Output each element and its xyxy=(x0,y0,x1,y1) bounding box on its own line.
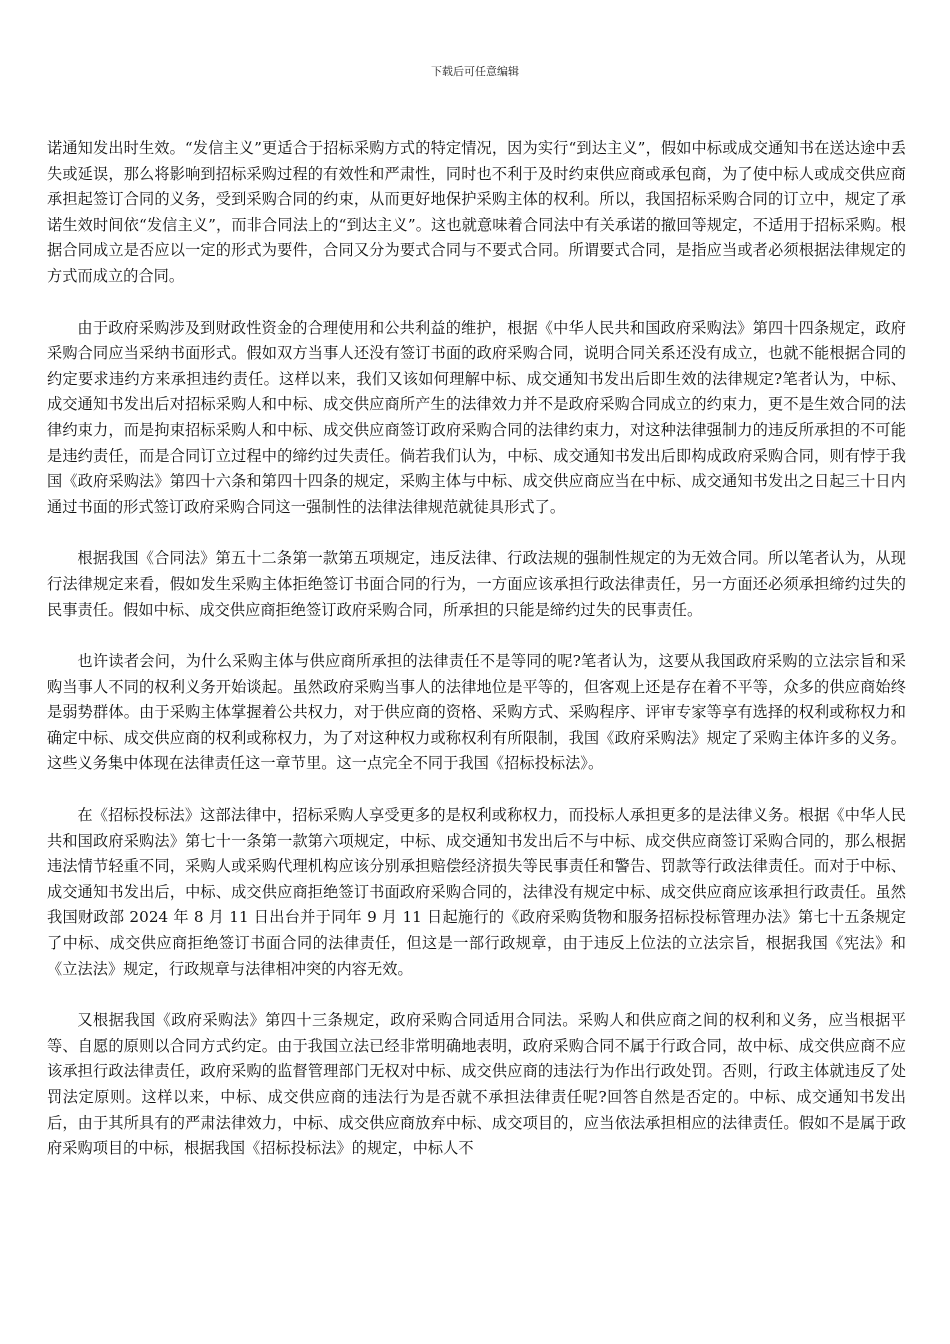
page-header: 下载后可任意编辑 xyxy=(431,65,519,78)
paragraph-1: 诺通知发出时生效。“发信主义”更适合于招标采购方式的特定情况，因为实行“到达主义”，假如中标或成交通知书在送达途中丢失或延误，那么将影响到招标采购过程的有效性和严肃性，同时也不利于及时约束供应商或承包商，为了使中标人或成交供应商承担起签订合同的义务，受到采购合同的约束，从而更好地保护采购主体的权利。所以，我国招标采购合同的订立中，规定了承诺生效时间依“发信主义”，而非合同法上的“到达主义”。这也就意味着合同法中有关承诺的撤回等规定，不适用于招标采购。根据合同成立是否应以一定的形式为要件，合同又分为要式合同与不要式合同。所谓要式合同，是指应当或者必须根据法律规定的方式而成立的合同。 xyxy=(47,139,906,285)
paragraph-6: 又根据我国《政府采购法》第四十三条规定，政府采购合同适用合同法。采购人和供应商之间的权利和义务，应当根据平等、自愿的原则以合同方式约定。由于我国立法已经非常明确地表明，政府采购合同不属于行政合同，故中标、成交供应商不应该承担行政法律责任，政府采购的监督管理部门无权对中标、成交供应商的违法行为作出行政处罚。否则，行政主体就违反了处罚法定原则。这样以来，中标、成交供应商的违法行为是否就不承担法律责任呢?回答自然是否定的。中标、成交通知书发出后，由于其所具有的严肃法律效力，中标、成交供应商放弃中标、成交项目的，应当依法承担相应的法律责任。假如不是属于政府采购项目的中标，根据我国《招标投标法》的规定，中标人不 xyxy=(47,1011,906,1158)
paragraph-3: 根据我国《合同法》第五十二条第一款第五项规定，违反法律、行政法规的强制性规定的为无效合同。所以笔者认为，从现行法律规定来看，假如发生采购主体拒绝签订书面合同的行为，一方面应该承担行政法律责任，另一方面还必须承担缔约过失的民事责任。假如中标、成交供应商拒绝签订政府采购合同，所承担的只能是缔约过失的民事责任。 xyxy=(47,549,906,619)
paragraph-5: 在《招标投标法》这部法律中，招标采购人享受更多的是权利或称权力，而投标人承担更多的是法律义务。根据《中华人民共和国政府采购法》第七十一条第一款第六项规定，中标、成交通知书发出后不与中标、成交供应商签订采购合同的，那么根据违法情节轻重不同，采购人或采购代理机构应该分别承担赔偿经济损失等民事责任和警告、罚款等行政法律责任。而对于中标、成交通知书发出后，中标、成交供应商拒绝签订书面政府采购合同的，法律没有规定中标、成交供应商应该承担行政责任。虽然我国财政部 2024 年 8 月 11 日出台并于同年 9 月 11 日起施行的《政府采购货物和服务招标投标管理办法》第七十五条规定了中标、成交供应商拒绝签订书面合同的法律责任，但这是一部行政规章，由于违反上位法的立法宗旨，根据我国《宪法》和《立法法》规定，行政规章与法律相冲突的内容无效。 xyxy=(47,806,906,978)
paragraph-2: 由于政府采购涉及到财政性资金的合理使用和公共利益的维护，根据《中华人民共和国政府采购法》第四十四条规定，政府采购合同应当采纳书面形式。假如双方当事人还没有签订书面的政府采购合同，说明合同关系还没有成立，也就不能根据合同的约定要求违约方来承担违约责任。这样以来，我们又该如何理解中标、成交通知书发出后即生效的法律规定?笔者认为，中标、成交通知书发出后对招标采购人和中标、成交供应商所产生的法律效力并不是政府采购合同成立的约束力，更不是生效合同的法律约束力，而是拘束招标采购人和中标、成交供应商签订政府采购合同的法律约束力，对这种法律强制力的违反所承担的不可能是违约责任，而是合同订立过程中的缔约过失责任。倘若我们认为，中标、成交通知书发出后即构成政府采购合同，则有悖于我国《政府采购法》第四十六条和第四十四条的规定，采购主体与中标、成交供应商应当在中标、成交通知书发出之日起三十日内通过书面的形式签订政府采购合同这一强制性的法律法律规范就徒具形式了。 xyxy=(47,318,906,516)
paragraph-4: 也许读者会问，为什么采购主体与供应商所承担的法律责任不是等同的呢?笔者认为，这要从我国政府采购的立法宗旨和采购当事人不同的权利义务开始谈起。虽然政府采购当事人的法律地位是平等的，但客观上还是存在着不平等，众多的供应商始终是弱势群体。由于采购主体掌握着公共权力，对于供应商的资格、采购方式、采购程序、评审专家等享有选择的权利或称权力和确定中标、成交供应商的权利或称权力，为了对这种权力或称权利有所限制，我国《政府采购法》规定了采购主体许多的义务。这些义务集中体现在法律责任这一章节里。这一点完全不同于我国《招标投标法》。 xyxy=(47,652,906,773)
document-body xyxy=(47,136,906,1188)
